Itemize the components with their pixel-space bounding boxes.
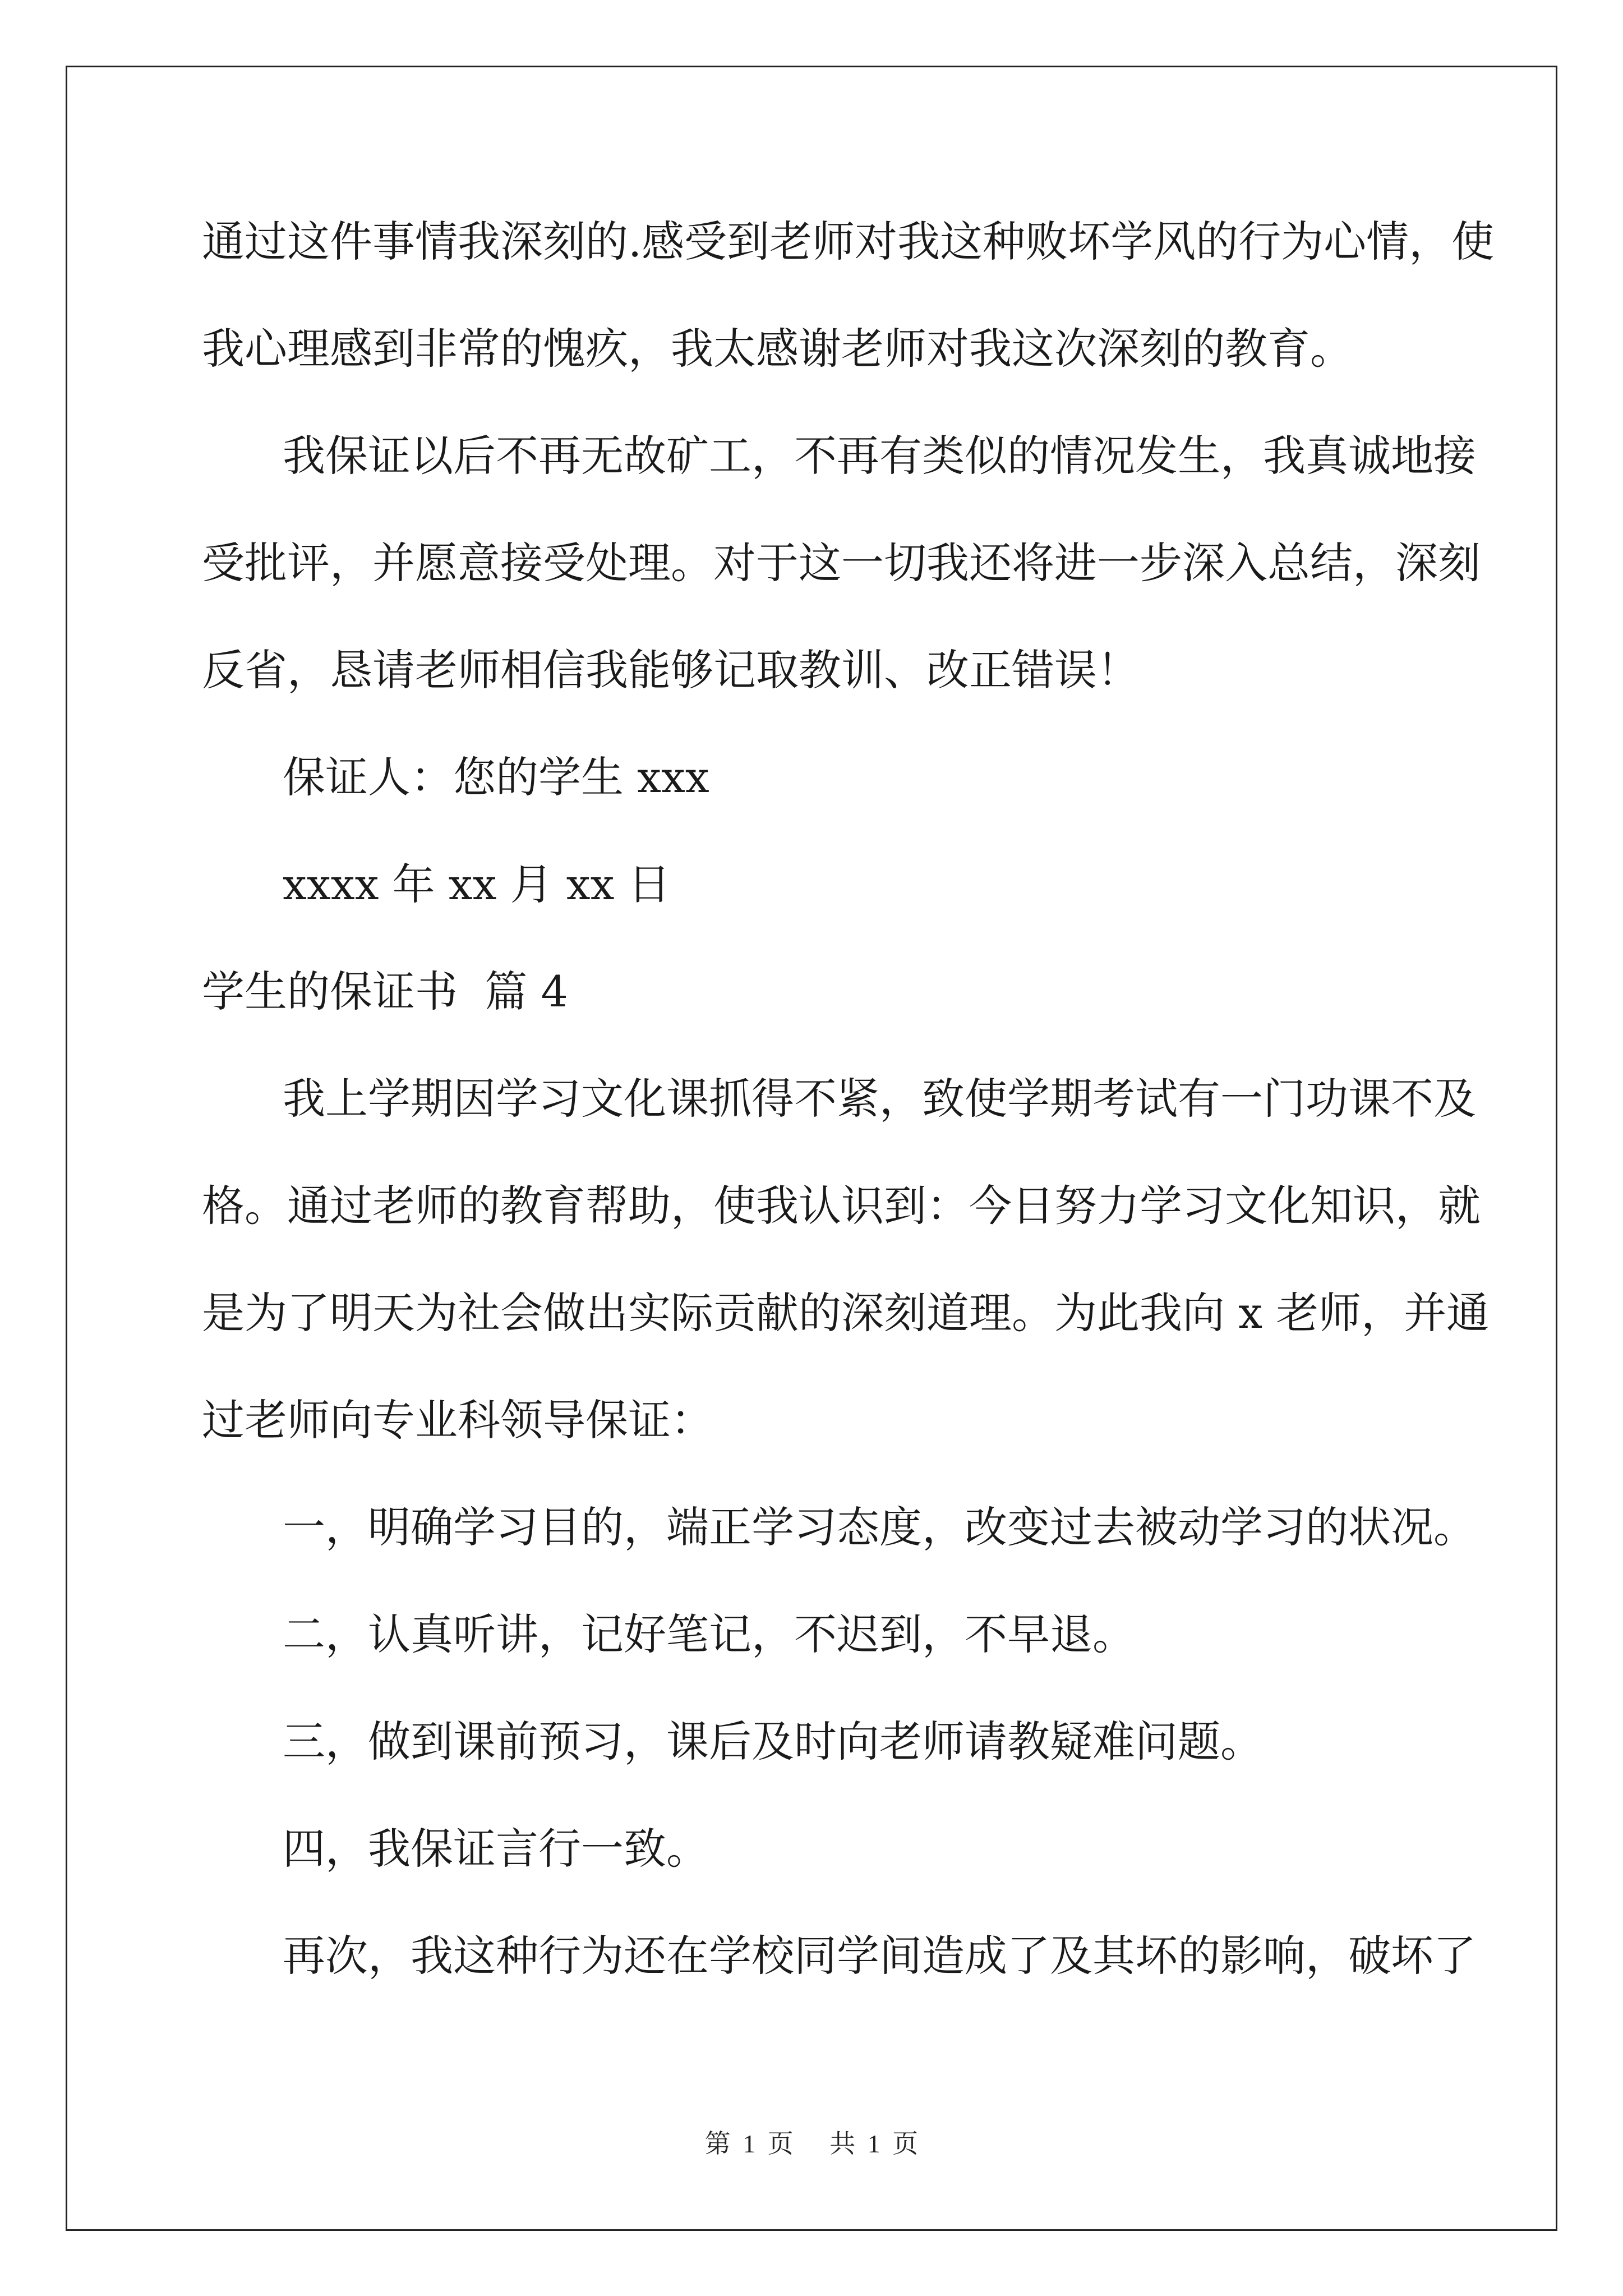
- list-item: 四，我保证言行一致。: [283, 1824, 709, 1874]
- document-body: [202, 188, 1495, 2009]
- list-item: 二，认真听讲，记好笔记，不迟到，不早退。: [283, 1609, 1135, 1659]
- paragraph-line: 再次，我这种行为还在学校同学间造成了及其坏的影响，破坏了: [283, 1931, 1476, 1981]
- paragraph-line: 过老师向专业科领导保证：: [202, 1395, 713, 1445]
- list-item: 三，做到课前预习，课后及时向老师请教疑难问题。: [283, 1717, 1263, 1766]
- page-number: 第 1 页 共 1 页: [704, 2129, 919, 2158]
- paragraph-line: 通过这件事情我深刻的.感受到老师对我这种败坏学风的行为心情，使: [202, 217, 1495, 266]
- paragraph-line: 格。通过老师的教育帮助，使我认识到：今日努力学习文化知识，就: [202, 1181, 1481, 1231]
- paragraph-line: 反省，恳请老师相信我能够记取教训、改正错误！: [202, 645, 1140, 695]
- paragraph-line: 我心理感到非常的愧疚，我太感谢老师对我这次深刻的教育。: [202, 324, 1353, 374]
- paragraph-line: 我保证以后不再无故矿工，不再有类似的情况发生，我真诚地接: [283, 431, 1476, 481]
- section-heading: 学生的保证书 篇 4: [202, 967, 568, 1016]
- paragraph-line: 是为了明天为社会做出实际贡献的深刻道理。为此我向 x 老师，并通: [202, 1288, 1490, 1338]
- paragraph-line: 我上学期因学习文化课抓得不紧，致使学期考试有一门功课不及: [283, 1074, 1476, 1124]
- signature-line: 保证人：您的学生 xxx: [283, 752, 709, 802]
- date-line: xxxx 年 xx 月 xx 日: [283, 859, 671, 909]
- paragraph-line: 受批评，并愿意接受处理。对于这一切我还将进一步深入总结，深刻: [202, 538, 1481, 588]
- list-item: 一，明确学习目的，端正学习态度，改变过去被动学习的状况。: [283, 1502, 1476, 1552]
